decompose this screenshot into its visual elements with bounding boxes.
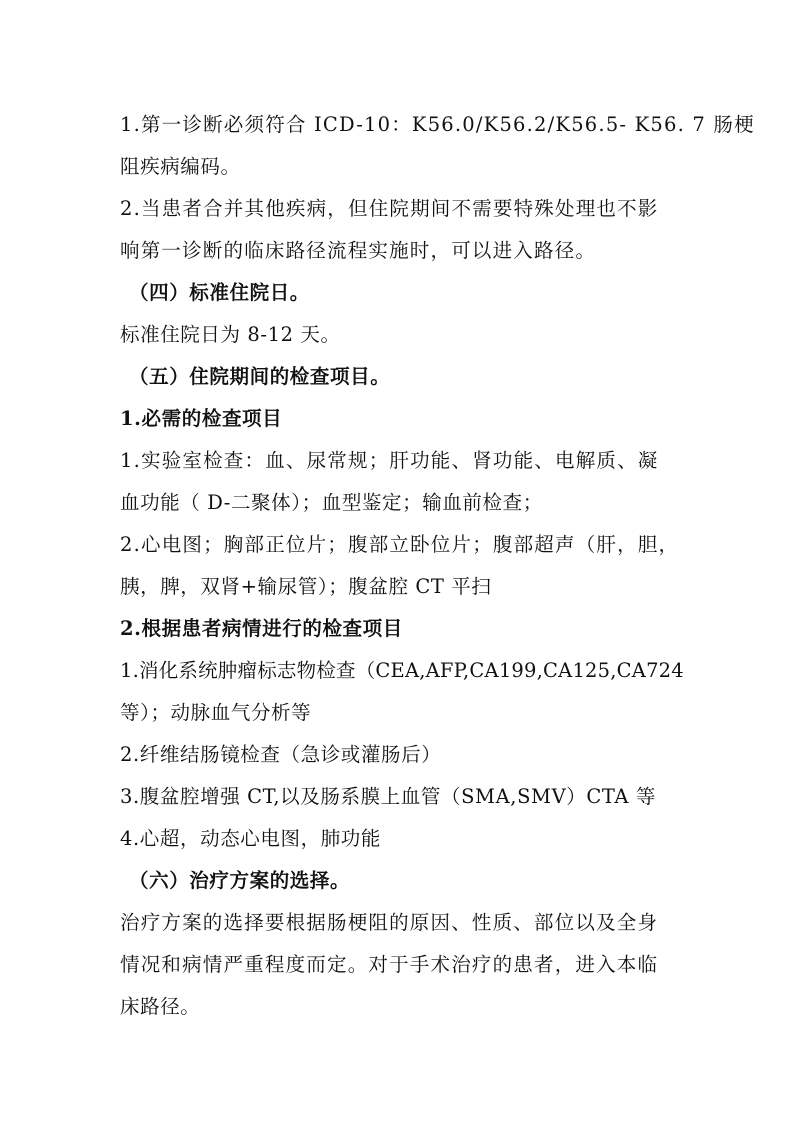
treatment-text-3: 床路径。	[120, 995, 201, 1018]
subheading-optional-exams: 2.根据患者病情进行的检查项目	[120, 617, 403, 640]
diagnosis-criterion-1-cont: 阻疾病编码。	[120, 155, 241, 178]
section-heading-treatment: （六）治疗方案的选择。	[129, 869, 351, 892]
required-exam-1-cont: 血功能（ D-二聚体）；血型鉴定；输血前检查；	[120, 491, 543, 514]
standard-stay-text: 标准住院日为 8-12 天。	[120, 323, 341, 346]
section-heading-examinations: （五）住院期间的检查项目。	[129, 365, 391, 388]
required-exam-1: 1.实验室检查：血、尿常规；肝功能、肾功能、电解质、凝	[120, 449, 659, 472]
required-exam-2-cont: 胰，脾，双肾+输尿管）；腹盆腔 CT 平扫	[120, 575, 492, 598]
treatment-text-1: 治疗方案的选择要根据肠梗阻的原因、性质、部位以及全身	[120, 911, 659, 934]
diagnosis-criterion-2: 2.当患者合并其他疾病，但住院期间不需要特殊处理也不影	[120, 197, 659, 220]
optional-exam-2: 2.纤维结肠镜检查（急诊或灌肠后）	[120, 743, 442, 766]
optional-exam-4: 4.心超，动态心电图，肺功能	[120, 827, 382, 850]
subheading-required-exams: 1.必需的检查项目	[120, 407, 283, 430]
diagnosis-criterion-2-cont: 响第一诊断的临床路径流程实施时，可以进入路径。	[120, 239, 597, 262]
optional-exam-1: 1.消化系统肿瘤标志物检查（CEA,AFP,CA199,CA125,CA724	[120, 659, 684, 682]
section-heading-standard-stay: （四）标准住院日。	[129, 281, 310, 304]
required-exam-2: 2.心电图；胸部正位片；腹部立卧位片；腹部超声（肝，胆，	[120, 533, 680, 556]
diagnosis-criterion-1: 1.第一诊断必须符合 ICD-10：K56.0/K56.2/K56.5- K56. 7 肠梗	[120, 113, 755, 136]
optional-exam-1-cont: 等）；动脉血气分析等	[120, 701, 312, 724]
optional-exam-3: 3.腹盆腔增强 CT,以及肠系膜上血管（SMA,SMV）CTA 等	[120, 785, 657, 808]
treatment-text-2: 情况和病情严重程度而定。对于手术治疗的患者，进入本临	[120, 953, 659, 976]
